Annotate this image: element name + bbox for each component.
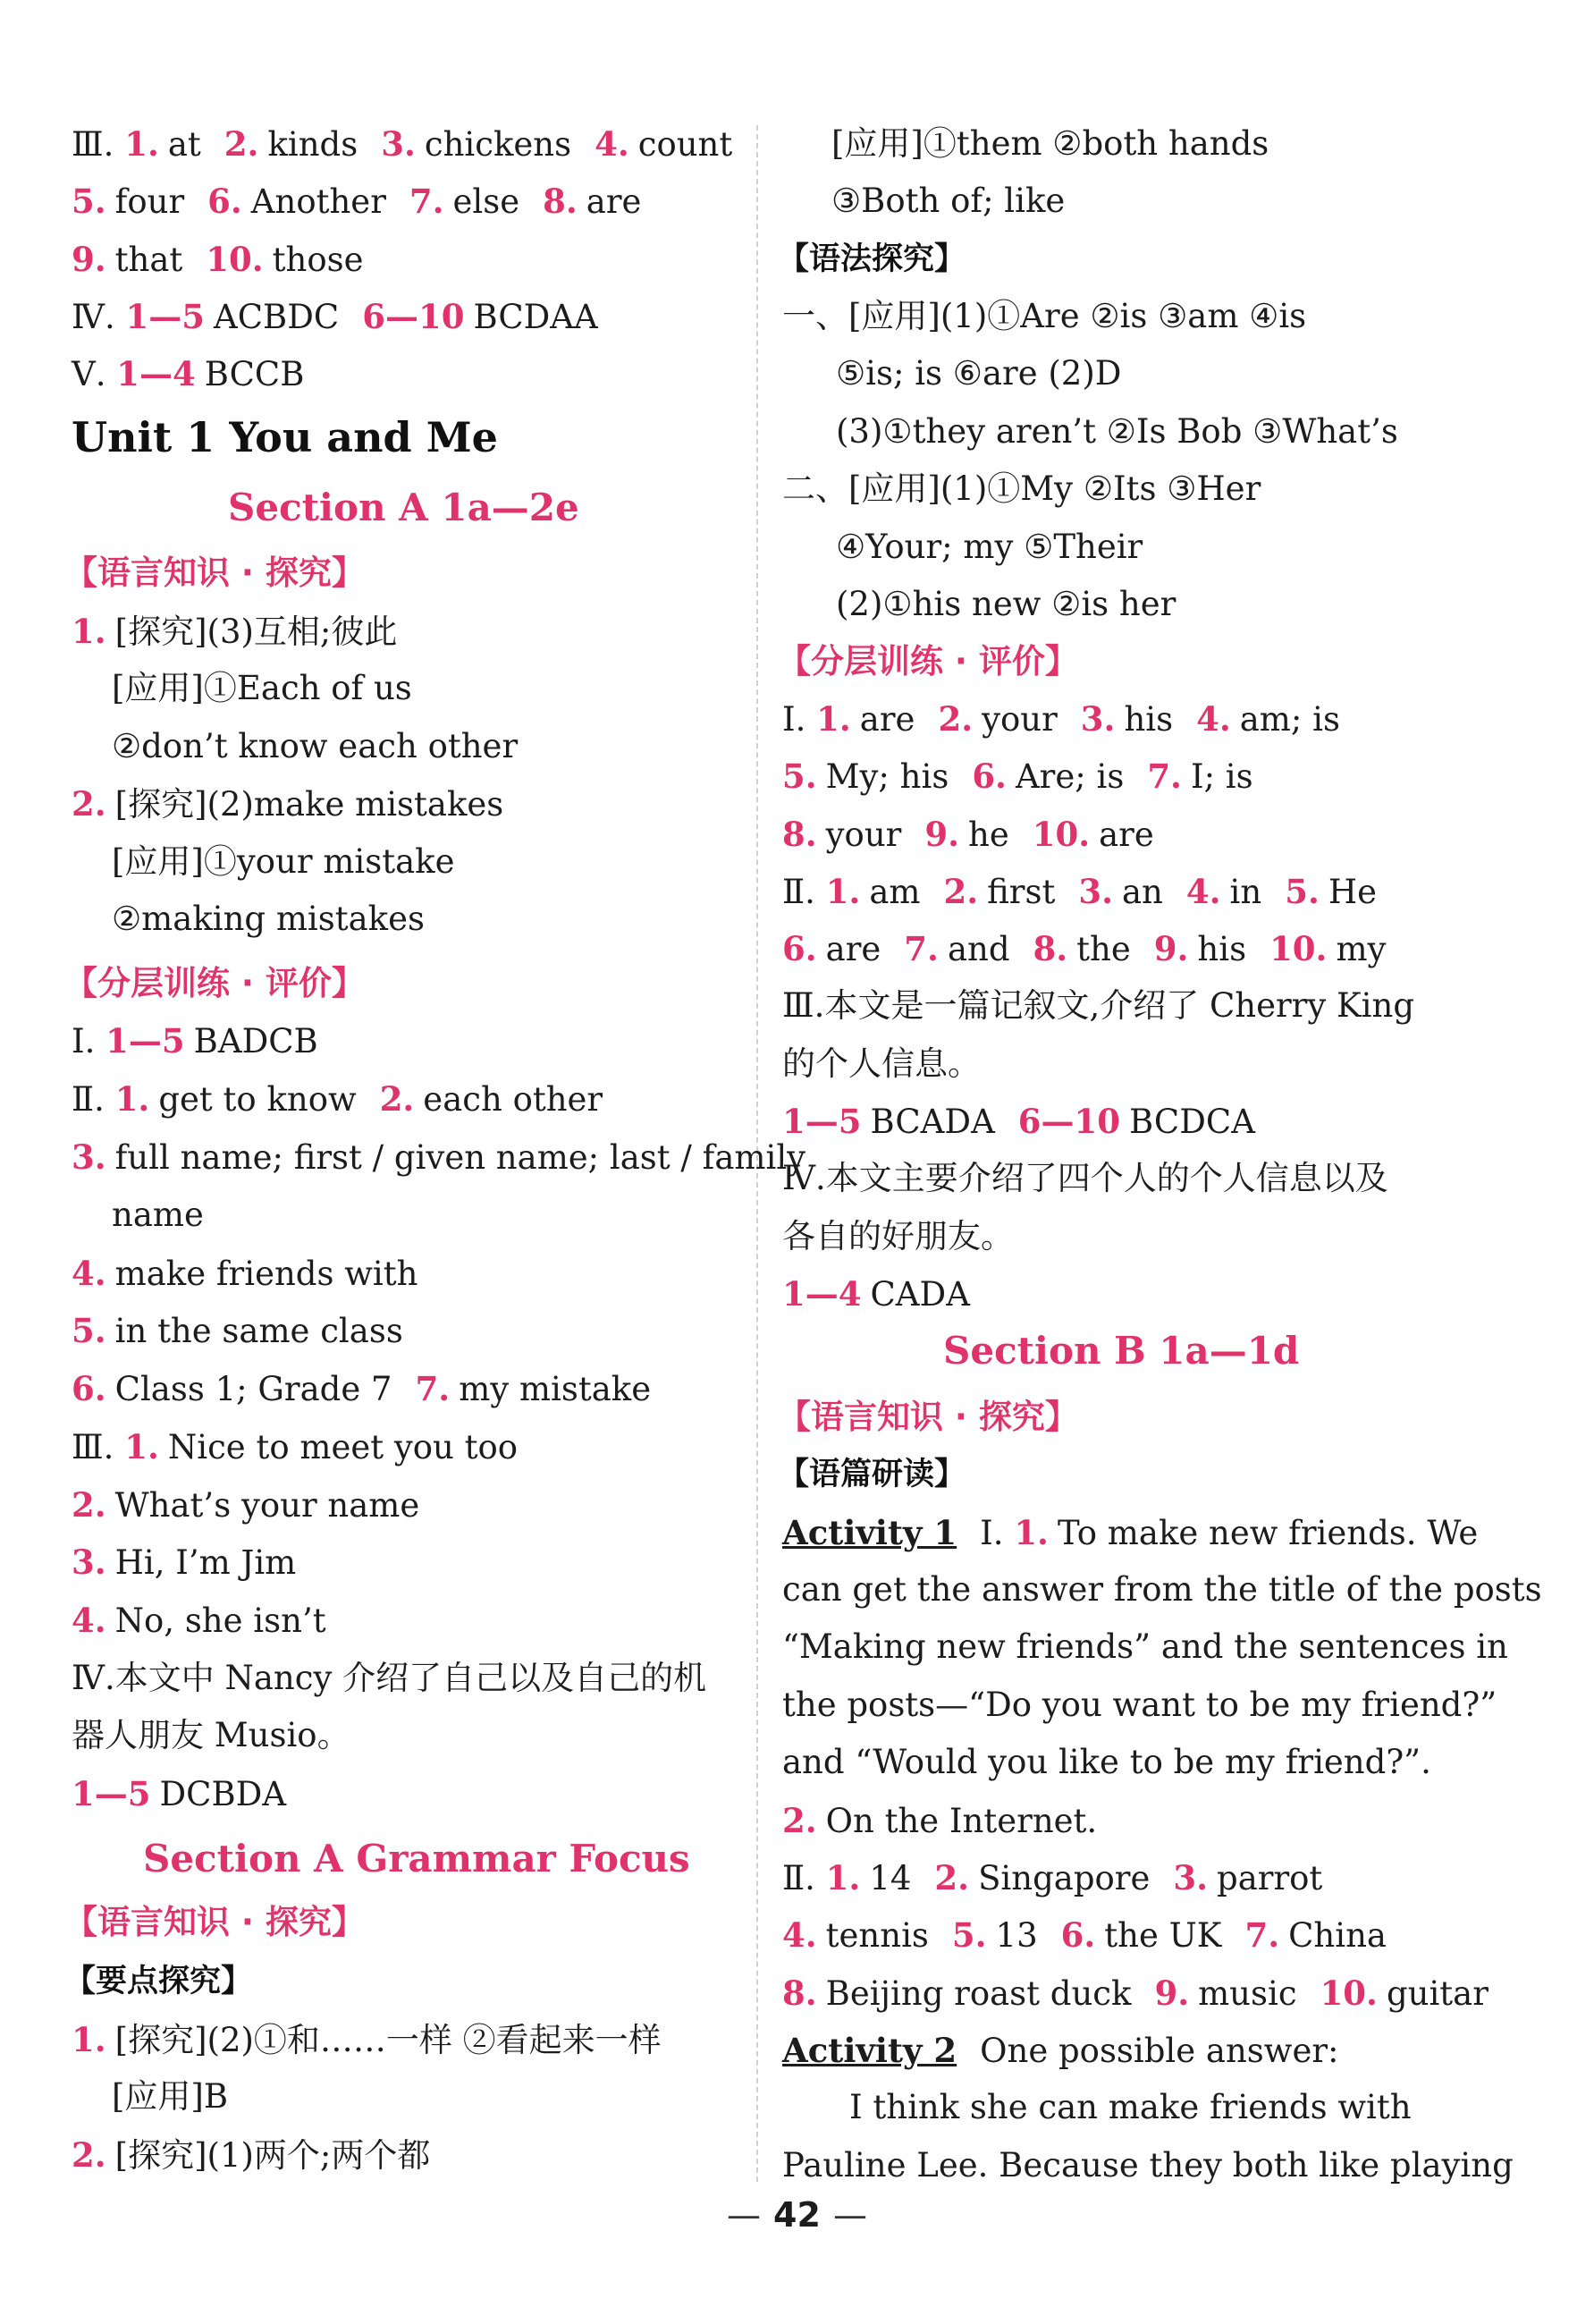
answer-line: Ⅲ.本文是一篇记叙文,介绍了 Cherry King <box>782 986 1415 1025</box>
answer-line: 的个人信息。 <box>782 1044 981 1083</box>
answer-line: Ⅲ. 1. at 2. kinds 3. chickens 4. count <box>72 124 733 164</box>
answer-line: Ⅲ. 1. Nice to meet you too <box>72 1427 519 1466</box>
section-label: 【语言知识 · 探究】 <box>778 1398 1078 1436</box>
answer-line: 3. full name; first / given name; last / family <box>72 1137 806 1177</box>
answer-line: Ⅱ. 1. 14 2. Singapore 3. parrot <box>782 1858 1323 1897</box>
answer-line: 器人朋友 Musio。 <box>72 1716 350 1754</box>
page-number: — 42 — <box>727 2195 867 2235</box>
answer-line: 二、[应用](1)①My ②Its ③Her <box>782 469 1261 508</box>
answer-line: 2. On the Internet. <box>782 1801 1098 1840</box>
answer-line: 8. Beijing roast duck 9. music 10. guitar <box>782 1973 1489 2013</box>
answer-line: Ⅱ. 1. get to know 2. each other <box>72 1079 603 1119</box>
answer-line: 1—4 CADA <box>782 1274 970 1314</box>
answer-line: 2. [探究](1)两个;两个都 <box>72 2135 431 2175</box>
answer-line: Activity 2 One possible answer: <box>782 2031 1339 2070</box>
answer-line: ⑤is; is ⑥are (2)D <box>836 354 1122 393</box>
answer-line: the posts—“Do you want to be my friend?” <box>782 1686 1497 1724</box>
answer-line: Activity 1 Ⅰ. 1. To make new friends. We <box>782 1513 1479 1552</box>
answer-line: [应用]①your mistake <box>112 842 455 881</box>
section-heading: Section B 1a—1d <box>943 1329 1300 1373</box>
answer-line: Ⅴ. 1—4 BCCB <box>72 354 305 393</box>
subsection-label: 【语篇研读】 <box>778 1457 966 1492</box>
answer-line: 5. four 6. Another 7. else 8. are <box>72 182 642 221</box>
answer-line: Ⅰ. 1—5 BADCB <box>72 1021 318 1061</box>
answer-line: Ⅰ. 1. are 2. your 3. his 4. am; is <box>782 699 1340 739</box>
answer-line: 8. your 9. he 10. are <box>782 815 1154 854</box>
section-label: 【分层训练 · 评价】 <box>64 964 365 1002</box>
answer-line: ③Both of; like <box>831 182 1066 220</box>
section-label: 【语言知识 · 探究】 <box>64 1903 365 1941</box>
answer-line: 6. are 7. and 8. the 9. his 10. my <box>782 929 1387 968</box>
answer-line: 各自的好朋友。 <box>782 1217 1014 1255</box>
answer-line: ②making mistakes <box>112 900 425 938</box>
section-label: 【语言知识 · 探究】 <box>64 554 365 592</box>
answer-line: Ⅱ. 1. am 2. first 3. an 4. in 5. He <box>782 872 1378 911</box>
answer-line: ②don’t know each other <box>112 727 519 765</box>
answer-line: 9. that 10. those <box>72 240 364 279</box>
answer-line: Ⅳ.本文中 Nancy 介绍了自己以及自己的机 <box>72 1659 707 1697</box>
answer-line: Ⅳ. 1—5 ACBDC 6—10 BCDAA <box>72 297 598 336</box>
answer-line: 3. Hi, I’m Jim <box>72 1542 297 1582</box>
answer-line: name <box>112 1196 204 1234</box>
answer-line: ④Your; my ⑤Their <box>836 528 1143 566</box>
section-label: 【分层训练 · 评价】 <box>778 642 1078 680</box>
section-heading: Section A 1a—2e <box>228 486 579 529</box>
answer-line: 2. What’s your name <box>72 1485 420 1525</box>
answer-line: and “Would you like to be my friend?”. <box>782 1743 1431 1781</box>
answer-line: [应用]①Each of us <box>112 669 412 707</box>
answer-line: “Making new friends” and the sentences in <box>782 1627 1508 1666</box>
answer-line: can get the answer from the title of the posts <box>782 1570 1542 1609</box>
answer-line: 一、[应用](1)①Are ②is ③am ④is <box>782 297 1307 335</box>
answer-line: 4. make friends with <box>72 1254 418 1293</box>
answer-line: 1—5 BCADA 6—10 BCDCA <box>782 1102 1255 1141</box>
answer-line: 5. My; his 6. Are; is 7. I; is <box>782 756 1253 796</box>
answer-line: I think she can make friends with <box>849 2088 1412 2126</box>
answer-line: [应用]①them ②both hands <box>831 124 1269 163</box>
answer-line: 1—5 DCBDA <box>72 1774 287 1813</box>
answer-line: Ⅳ.本文主要介绍了四个人的个人信息以及 <box>782 1159 1388 1197</box>
answer-line: 6. Class 1; Grade 7 7. my mistake <box>72 1369 652 1408</box>
answer-line: (3)①they aren’t ②Is Bob ③What’s <box>836 412 1398 451</box>
section-heading: Section A Grammar Focus <box>143 1837 690 1880</box>
answer-line: Pauline Lee. Because they both like playing <box>782 2146 1514 2185</box>
answer-line: 1. [探究](3)互相;彼此 <box>72 612 398 651</box>
answer-line: 5. in the same class <box>72 1311 403 1350</box>
answer-line: (2)①his new ②is her <box>836 585 1177 623</box>
answer-line: 2. [探究](2)make mistakes <box>72 784 504 824</box>
subsection-label: 【要点探究】 <box>64 1964 253 1999</box>
answer-line: 4. No, she isn’t <box>72 1601 326 1640</box>
subsection-label: 【语法探究】 <box>778 241 966 277</box>
answer-line: 4. tennis 5. 13 6. the UK 7. China <box>782 1915 1387 1955</box>
unit-title: Unit 1 You and Me <box>72 413 498 461</box>
answer-line: [应用]B <box>112 2077 229 2116</box>
answer-line: 1. [探究](2)①和……一样 ②看起来一样 <box>72 2020 662 2059</box>
